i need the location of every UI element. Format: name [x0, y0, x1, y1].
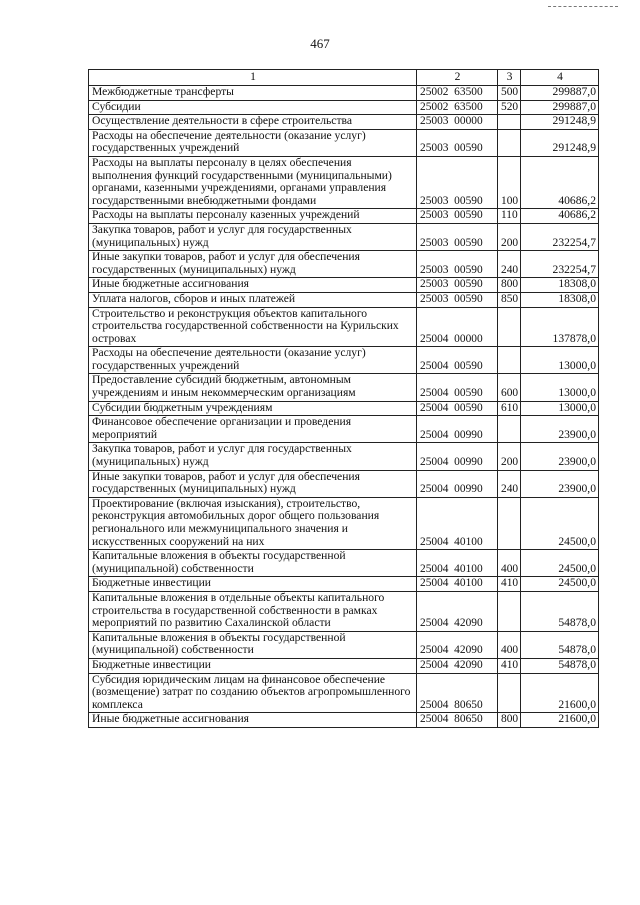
table-row: [89, 497, 599, 549]
row-name-cell: Субсидии: [89, 100, 417, 115]
row-code-cell: 25004 80650: [417, 673, 498, 713]
row-type-cell: 410: [498, 577, 521, 592]
row-name-cell: Финансовое обеспечение организации и проведения мероприятий: [89, 416, 417, 443]
row-type-cell: 200: [498, 443, 521, 470]
row-type-cell: [498, 347, 521, 374]
row-type-cell: 800: [498, 713, 521, 728]
table-row: [89, 577, 599, 592]
table-row: [89, 251, 599, 278]
row-name-cell: Капитальные вложения в объекты государственной (муниципальной) собственности: [89, 631, 417, 658]
table-row: [89, 673, 599, 713]
table-row: [89, 278, 599, 293]
row-type-cell: 800: [498, 278, 521, 293]
table-row: [89, 550, 599, 577]
table-header-row: [89, 70, 599, 86]
table-row: [89, 591, 599, 631]
row-amount-cell: 232254,7: [521, 251, 599, 278]
table-row: [89, 223, 599, 250]
row-type-cell: [498, 591, 521, 631]
row-amount-cell: 232254,7: [521, 223, 599, 250]
row-name-cell: Иные закупки товаров, работ и услуг для обеспечения государственных (муниципальных) нужд: [89, 470, 417, 497]
row-code-cell: 25004 40100: [417, 577, 498, 592]
row-code-cell: 25003 00590: [417, 223, 498, 250]
table-row: [89, 401, 599, 416]
row-amount-cell: 23900,0: [521, 416, 599, 443]
row-name-cell: Строительство и реконструкция объектов капитального строительства государственной собственности на Курильских островах: [89, 307, 417, 347]
top-edge-mark: [548, 6, 618, 7]
row-amount-cell: 299887,0: [521, 100, 599, 115]
row-name-cell: Субсидия юридическим лицам на финансовое обеспечение (возмещение) затрат по созданию объектов агропромышленного комплекса: [89, 673, 417, 713]
row-code-cell: 25003 00000: [417, 115, 498, 130]
row-code-cell: 25004 00590: [417, 401, 498, 416]
table-row: [89, 292, 599, 307]
row-type-cell: 100: [498, 156, 521, 208]
row-amount-cell: 24500,0: [521, 577, 599, 592]
row-amount-cell: 40686,2: [521, 209, 599, 224]
table-row: [89, 443, 599, 470]
row-amount-cell: 21600,0: [521, 673, 599, 713]
table-row: [89, 631, 599, 658]
row-amount-cell: 24500,0: [521, 550, 599, 577]
table-row: [89, 347, 599, 374]
row-type-cell: 400: [498, 550, 521, 577]
header-col-3: 3: [498, 70, 521, 86]
row-code-cell: 25003 00590: [417, 251, 498, 278]
row-type-cell: 400: [498, 631, 521, 658]
row-name-cell: Субсидии бюджетным учреждениям: [89, 401, 417, 416]
row-code-cell: 25004 42090: [417, 658, 498, 673]
row-code-cell: 25002 63500: [417, 86, 498, 101]
table-body: [89, 86, 599, 728]
row-name-cell: Бюджетные инвестиции: [89, 658, 417, 673]
row-code-cell: 25004 42090: [417, 631, 498, 658]
row-type-cell: 500: [498, 86, 521, 101]
row-name-cell: Закупка товаров, работ и услуг для государственных (муниципальных) нужд: [89, 443, 417, 470]
row-name-cell: Закупка товаров, работ и услуг для государственных (муниципальных) нужд: [89, 223, 417, 250]
row-code-cell: 25004 00590: [417, 374, 498, 401]
row-type-cell: [498, 129, 521, 156]
header-col-4: 4: [521, 70, 599, 86]
row-name-cell: Капитальные вложения в отдельные объекты капитального строительства в государственной собственности в рамках мероприятий по развитию Сахалинской области: [89, 591, 417, 631]
table-row: [89, 86, 599, 101]
row-code-cell: 25004 00590: [417, 347, 498, 374]
table-row: [89, 658, 599, 673]
row-code-cell: 25004 00990: [417, 443, 498, 470]
row-type-cell: [498, 497, 521, 549]
row-amount-cell: 137878,0: [521, 307, 599, 347]
table-row: [89, 470, 599, 497]
row-code-cell: 25003 00590: [417, 156, 498, 208]
row-code-cell: 25003 00590: [417, 292, 498, 307]
row-type-cell: 200: [498, 223, 521, 250]
row-amount-cell: 54878,0: [521, 631, 599, 658]
row-name-cell: Проектирование (включая изыскания), строительство, реконструкция автомобильных дорог общего пользования регионального или межмуниципального значения и искусственных сооружений на них: [89, 497, 417, 549]
row-type-cell: 410: [498, 658, 521, 673]
row-code-cell: 25004 00990: [417, 470, 498, 497]
row-type-cell: [498, 673, 521, 713]
row-amount-cell: 299887,0: [521, 86, 599, 101]
row-code-cell: 25004 42090: [417, 591, 498, 631]
row-type-cell: 850: [498, 292, 521, 307]
table-row: [89, 307, 599, 347]
header-col-2: 2: [417, 70, 498, 86]
row-name-cell: Капитальные вложения в объекты государственной (муниципальной) собственности: [89, 550, 417, 577]
row-name-cell: Расходы на выплаты персоналу в целях обеспечения выполнения функций государственными (муниципальными) органами, казенными учреждениями, органами управления государственными внебюджетными фондами: [89, 156, 417, 208]
row-code-cell: 25004 40100: [417, 497, 498, 549]
row-amount-cell: 13000,0: [521, 401, 599, 416]
row-name-cell: Расходы на выплаты персоналу казенных учреждений: [89, 209, 417, 224]
row-amount-cell: 18308,0: [521, 292, 599, 307]
row-name-cell: Иные бюджетные ассигнования: [89, 713, 417, 728]
row-amount-cell: 54878,0: [521, 591, 599, 631]
row-type-cell: [498, 307, 521, 347]
row-amount-cell: 40686,2: [521, 156, 599, 208]
row-amount-cell: 24500,0: [521, 497, 599, 549]
row-amount-cell: 23900,0: [521, 443, 599, 470]
row-code-cell: 25004 40100: [417, 550, 498, 577]
table-row: [89, 209, 599, 224]
row-code-cell: 25004 80650: [417, 713, 498, 728]
row-type-cell: [498, 416, 521, 443]
header-col-1: 1: [89, 70, 417, 86]
row-type-cell: 240: [498, 470, 521, 497]
row-name-cell: Расходы на обеспечение деятельности (оказание услуг) государственных учреждений: [89, 347, 417, 374]
table-row: [89, 129, 599, 156]
row-name-cell: Осуществление деятельности в сфере строительства: [89, 115, 417, 130]
table-row: [89, 100, 599, 115]
row-type-cell: 520: [498, 100, 521, 115]
row-amount-cell: 54878,0: [521, 658, 599, 673]
table-row: [89, 416, 599, 443]
row-code-cell: 25003 00590: [417, 278, 498, 293]
row-name-cell: Предоставление субсидий бюджетным, автономным учреждениям и иным некоммерческим организациям: [89, 374, 417, 401]
row-code-cell: 25004 00000: [417, 307, 498, 347]
row-name-cell: Межбюджетные трансферты: [89, 86, 417, 101]
row-amount-cell: 23900,0: [521, 470, 599, 497]
table-row: [89, 115, 599, 130]
table-row: [89, 374, 599, 401]
table-row: [89, 156, 599, 208]
row-code-cell: 25004 00990: [417, 416, 498, 443]
row-code-cell: 25003 00590: [417, 209, 498, 224]
row-name-cell: Расходы на обеспечение деятельности (оказание услуг) государственных учреждений: [89, 129, 417, 156]
row-amount-cell: 21600,0: [521, 713, 599, 728]
row-amount-cell: 13000,0: [521, 347, 599, 374]
row-name-cell: Иные закупки товаров, работ и услуг для обеспечения государственных (муниципальных) нужд: [89, 251, 417, 278]
row-name-cell: Уплата налогов, сборов и иных платежей: [89, 292, 417, 307]
row-amount-cell: 13000,0: [521, 374, 599, 401]
budget-table: [88, 69, 599, 728]
page-number: 467: [310, 36, 330, 51]
row-amount-cell: 291248,9: [521, 115, 599, 130]
row-type-cell: 600: [498, 374, 521, 401]
row-name-cell: Иные бюджетные ассигнования: [89, 278, 417, 293]
row-type-cell: 610: [498, 401, 521, 416]
row-amount-cell: 291248,9: [521, 129, 599, 156]
row-type-cell: [498, 115, 521, 130]
row-amount-cell: 18308,0: [521, 278, 599, 293]
row-code-cell: 25003 00590: [417, 129, 498, 156]
row-type-cell: 110: [498, 209, 521, 224]
row-name-cell: Бюджетные инвестиции: [89, 577, 417, 592]
row-code-cell: 25002 63500: [417, 100, 498, 115]
table-row: [89, 713, 599, 728]
row-type-cell: 240: [498, 251, 521, 278]
